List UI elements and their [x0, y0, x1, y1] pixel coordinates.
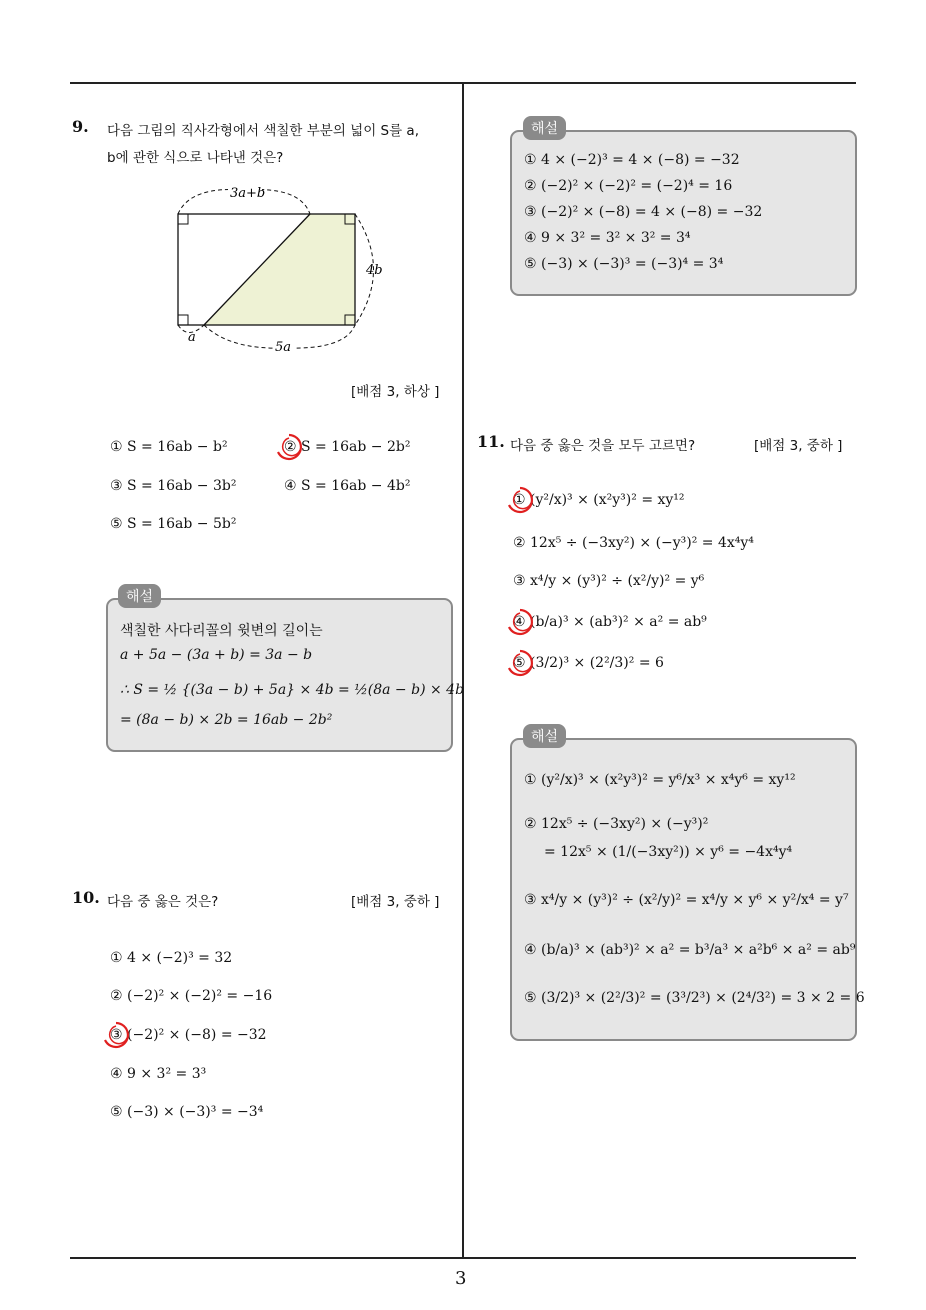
fig-label-right: 4b	[366, 263, 383, 278]
q10-choice-1[interactable]: ① 4 × (−2)³ = 32	[110, 950, 233, 966]
q9-solution-tag: 해설	[118, 584, 161, 608]
q10-score: [배점 3, 중하 ]	[351, 894, 440, 910]
q9-sol-line4: = (8a − b) × 2b = 16ab − 2b²	[120, 712, 333, 728]
fig-label-top: 3a+b	[230, 186, 266, 201]
fig-label-a: a	[188, 330, 196, 345]
q9-choice-2[interactable]: ② S = 16ab − 2b²	[284, 439, 411, 455]
q9-solution-box	[106, 598, 465, 752]
q11-text: 다음 중 옳은 것을 모두 고르면?	[510, 438, 696, 454]
q11-sol-1: ① (y²/x)³ × (x²y³)² = y⁶/x³ × x⁴y⁶ = xy¹²	[524, 772, 796, 788]
q11-choice-1[interactable]: ① (y²/x)³ × (x²y³)² = xy¹²	[513, 492, 685, 508]
q10-number: 10.	[72, 888, 100, 907]
q10-sol-5: ⑤ (−3) × (−3)³ = (−3)⁴ = 3⁴	[524, 256, 724, 272]
q11-answer-mark-1	[505, 485, 535, 515]
q9-sol-line3: ∴ S = ½ {(3a − b) + 5a} × 4b = ½(8a − b) × 4b	[120, 682, 465, 698]
q9-sol-line1: 색칠한 사다리꼴의 윗변의 길이는	[120, 623, 323, 639]
q9-choice-5[interactable]: ⑤ S = 16ab − 5b²	[110, 516, 237, 532]
q9-choice-4[interactable]: ④ S = 16ab − 4b²	[284, 478, 411, 494]
q11-sol-5: ⑤ (3/2)³ × (2²/3)² = (3³/2³) × (2⁴/3²) = 3 × 2 = 6	[524, 990, 865, 1006]
q10-sol-1: ① 4 × (−2)³ = 4 × (−8) = −32	[524, 152, 740, 168]
q10-sol-3: ③ (−2)² × (−8) = 4 × (−8) = −32	[524, 204, 763, 220]
q9-text-line1: 다음 그림의 직사각형에서 색칠한 부분의 넓이 S를 a,	[107, 123, 419, 139]
bottom-rule	[70, 1257, 856, 1259]
q10-answer-mark	[101, 1020, 131, 1050]
q11-choice-2[interactable]: ② 12x⁵ ÷ (−3xy²) × (−y³)² = 4x⁴y⁴	[513, 535, 754, 551]
q9-score: [배점 3, 하상 ]	[351, 384, 440, 400]
q11-solution-tag: 해설	[523, 724, 566, 748]
q9-answer-mark	[274, 432, 304, 462]
q11-solution-box	[510, 738, 865, 1041]
q10-solution-box	[510, 130, 857, 296]
q10-choice-3[interactable]: ③ (−2)² × (−8) = −32	[110, 1027, 267, 1043]
q11-answer-mark-5	[505, 648, 535, 678]
q11-sol-4: ④ (b/a)³ × (ab³)² × a² = b³/a³ × a²b⁶ × a² = ab⁹	[524, 942, 856, 958]
q11-score: [배점 3, 중하 ]	[754, 438, 843, 454]
page-number: 3	[455, 1268, 467, 1289]
q9-number: 9.	[72, 117, 89, 136]
q10-text: 다음 중 옳은 것은?	[107, 894, 219, 910]
q9-choice-3[interactable]: ③ S = 16ab − 3b²	[110, 478, 237, 494]
q11-number: 11.	[477, 432, 505, 451]
q11-sol-2a: ② 12x⁵ ÷ (−3xy²) × (−y³)²	[524, 816, 709, 832]
q11-choice-5[interactable]: ⑤ (3/2)³ × (2²/3)² = 6	[513, 655, 664, 671]
q11-sol-3: ③ x⁴/y × (y³)² ÷ (x²/y)² = x⁴/y × y⁶ × y²/x⁴ = y⁷	[524, 892, 849, 908]
q9-sol-line2: a + 5a − (3a + b) = 3a − b	[120, 647, 313, 663]
q11-answer-mark-4	[505, 607, 535, 637]
q9-choice-1[interactable]: ① S = 16ab − b²	[110, 439, 228, 455]
q10-choice-2[interactable]: ② (−2)² × (−2)² = −16	[110, 988, 273, 1004]
column-divider	[462, 84, 464, 1258]
q10-choice-5[interactable]: ⑤ (−3) × (−3)³ = −3⁴	[110, 1104, 264, 1120]
q11-sol-2b: = 12x⁵ × (1/(−3xy²)) × y⁶ = −4x⁴y⁴	[544, 844, 793, 860]
q10-choice-4[interactable]: ④ 9 × 3² = 3³	[110, 1066, 207, 1082]
q9-text-line2: b에 관한 식으로 나타낸 것은?	[107, 150, 284, 166]
q10-sol-4: ④ 9 × 3² = 3² × 3² = 3⁴	[524, 230, 691, 246]
q10-sol-2: ② (−2)² × (−2)² = (−2)⁴ = 16	[524, 178, 733, 194]
q11-choice-4[interactable]: ④ (b/a)³ × (ab³)² × a² = ab⁹	[513, 614, 707, 630]
q10-solution-tag: 해설	[523, 116, 566, 140]
q9-figure	[160, 180, 400, 360]
fig-label-5a: 5a	[275, 340, 292, 355]
shaded-trapezoid	[204, 214, 355, 325]
q11-choice-3[interactable]: ③ x⁴/y × (y³)² ÷ (x²/y)² = y⁶	[513, 573, 705, 589]
